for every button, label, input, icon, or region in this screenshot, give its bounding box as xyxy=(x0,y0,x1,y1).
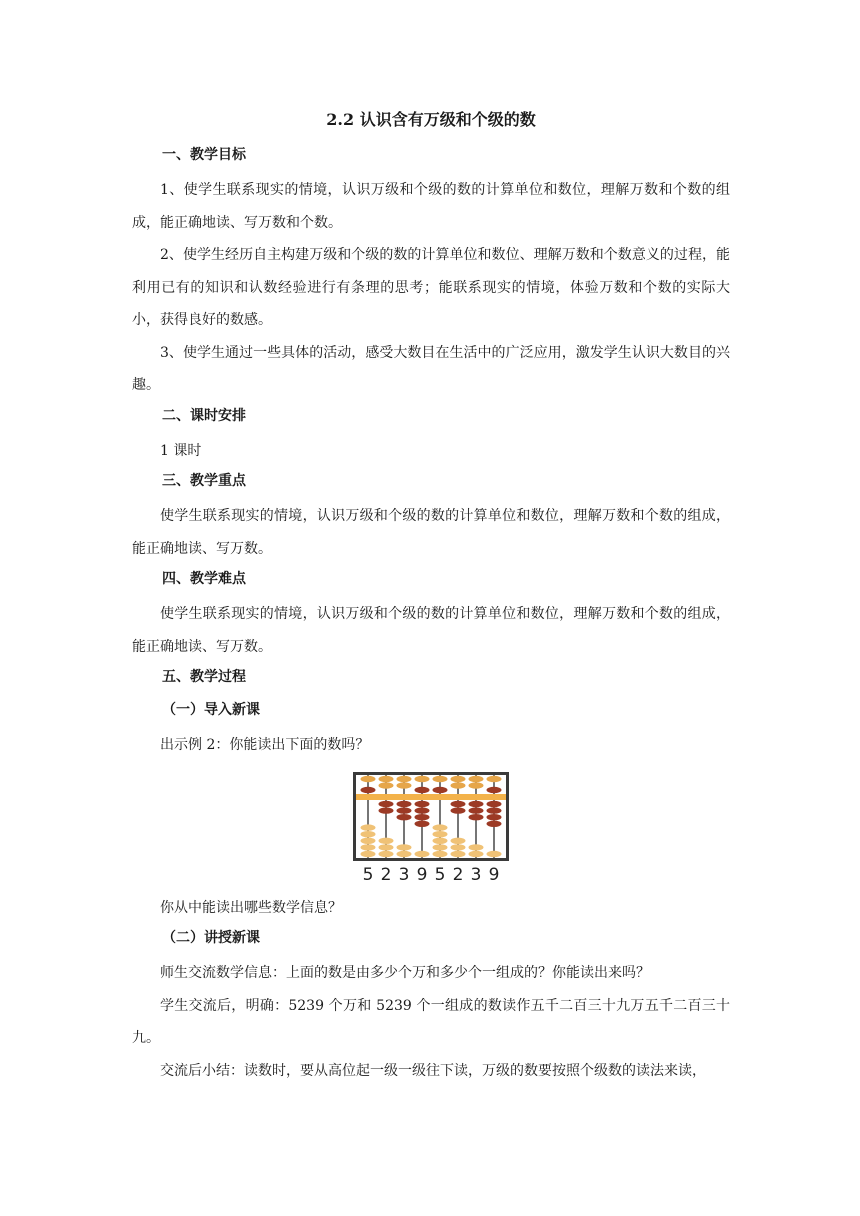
section-heading-schedule: 二、课时安排 xyxy=(162,407,246,424)
abacus-lower-bead xyxy=(451,800,466,806)
abacus-digit-label: 3 xyxy=(470,864,482,884)
abacus-lower-bead xyxy=(469,807,484,813)
abacus-lower-bead xyxy=(379,800,394,806)
abacus-lower-bead xyxy=(487,820,502,826)
abacus-lower-bead xyxy=(469,850,484,856)
abacus-lower-bead xyxy=(361,844,376,850)
paragraph: 出示例 2：你能读出下面的数吗？ xyxy=(160,737,370,753)
subsection-heading-intro: （一）导入新课 xyxy=(162,702,260,718)
abacus-lower-bead xyxy=(451,844,466,850)
abacus-upper-bead xyxy=(469,775,484,781)
abacus-upper-bead xyxy=(397,782,412,788)
abacus-beam xyxy=(356,794,506,800)
paragraph: 3、使学生通过一些具体的活动，感受大数目在生活中的广泛应用，激发学生认识大数目的兴趣。 xyxy=(132,344,730,393)
abacus-lower-bead xyxy=(361,850,376,856)
abacus-lower-bead xyxy=(487,807,502,813)
abacus-lower-bead xyxy=(415,850,430,856)
abacus-lower-bead xyxy=(415,814,430,820)
abacus-lower-bead xyxy=(361,831,376,837)
abacus-figure xyxy=(132,768,730,884)
abacus-lower-bead xyxy=(433,844,448,850)
abacus-upper-bead xyxy=(397,775,412,781)
paragraph: 2、使学生经历自主构建万级和个级的数的计算单位和数位、理解万数和个数意义的过程，能利用已有的知识和认数经验进行有条理的思考；能联系现实的情境，体验万数和个数的实际大小，获得良好的数感。 xyxy=(132,247,730,328)
abacus-digit-label: 9 xyxy=(488,864,500,884)
abacus-lower-bead xyxy=(397,807,412,813)
paragraph: 1 课时 xyxy=(160,442,202,459)
abacus-digit-label: 9 xyxy=(416,864,428,884)
abacus-lower-bead xyxy=(415,820,430,826)
abacus-lower-bead xyxy=(361,824,376,830)
paragraph: 师生交流数学信息：上面的数是由多少个万和多少个一组成的？你能读出来吗？ xyxy=(160,965,650,981)
abacus-lower-bead xyxy=(451,837,466,843)
subsection-heading-new-lesson: （二）讲授新课 xyxy=(162,930,260,946)
abacus-lower-bead xyxy=(415,800,430,806)
abacus-lower-bead xyxy=(469,800,484,806)
doc-title: 2.2 认识含有万级和个级的数 xyxy=(326,110,536,129)
abacus-lower-bead xyxy=(415,807,430,813)
abacus-top-bar xyxy=(353,772,509,775)
abacus-lower-bead xyxy=(361,837,376,843)
abacus-lower-bead xyxy=(433,850,448,856)
abacus-lower-bead xyxy=(433,824,448,830)
abacus-digit-label: 3 xyxy=(398,864,410,884)
abacus-lower-bead xyxy=(487,814,502,820)
abacus-upper-bead xyxy=(487,775,502,781)
abacus-right-post xyxy=(506,772,509,861)
document-page xyxy=(132,108,730,1087)
abacus-lower-bead xyxy=(379,837,394,843)
paragraph: 交流后小结：读数时，要从高位起一级一级往下读，万级的数要按照个级数的读法来读， xyxy=(160,1062,706,1079)
abacus-digit-label: 2 xyxy=(380,864,392,884)
abacus-upper-bead xyxy=(469,782,484,788)
abacus-lower-bead xyxy=(433,831,448,837)
abacus-lower-bead xyxy=(397,814,412,820)
abacus-lower-bead xyxy=(469,814,484,820)
section-heading-difficulties: 四、教学难点 xyxy=(162,571,246,587)
abacus-digit-label: 5 xyxy=(434,864,446,884)
abacus-left-post xyxy=(353,772,356,861)
abacus-lower-bead xyxy=(397,844,412,850)
abacus-digit-label: 5 xyxy=(362,864,374,884)
abacus-lower-bead xyxy=(397,850,412,856)
abacus-lower-bead xyxy=(379,844,394,850)
abacus-lower-bead xyxy=(487,850,502,856)
abacus-upper-bead xyxy=(379,775,394,781)
abacus-lower-bead xyxy=(379,850,394,856)
abacus-upper-bead xyxy=(361,775,376,781)
section-heading-process: 五、教学过程 xyxy=(162,669,246,685)
section-heading-objectives: 一、教学目标 xyxy=(162,147,246,163)
section-heading-key-points: 三、教学重点 xyxy=(162,473,246,489)
abacus-upper-bead xyxy=(487,786,502,792)
abacus-upper-bead xyxy=(415,775,430,781)
abacus-lower-bead xyxy=(469,844,484,850)
abacus-upper-bead xyxy=(451,782,466,788)
abacus-upper-bead xyxy=(415,786,430,792)
paragraph: 1、使学生联系现实的情境，认识万级和个级的数的计算单位和数位，理解万数和个数的组成，能正确地读、写万数和个数。 xyxy=(132,182,730,231)
paragraph: 你从中能读出哪些数学信息？ xyxy=(160,899,342,916)
abacus-bottom-bar xyxy=(353,858,509,861)
abacus-lower-bead xyxy=(487,800,502,806)
abacus-lower-bead xyxy=(397,800,412,806)
abacus-upper-bead xyxy=(451,775,466,781)
abacus-upper-bead xyxy=(433,775,448,781)
abacus-lower-bead xyxy=(451,850,466,856)
paragraph: 使学生联系现实的情境，认识万级和个级的数的计算单位和数位，理解万数和个数的组成，能正确地读、写万数。 xyxy=(132,606,730,655)
abacus-lower-bead xyxy=(451,807,466,813)
abacus-upper-bead xyxy=(361,786,376,792)
abacus-upper-bead xyxy=(433,786,448,792)
abacus-lower-bead xyxy=(379,807,394,813)
paragraph: 使学生联系现实的情境，认识万级和个级的数的计算单位和数位，理解万数和个数的组成，能正确地读、写万数。 xyxy=(132,508,730,557)
abacus-digit-label: 2 xyxy=(452,864,464,884)
abacus-lower-bead xyxy=(433,837,448,843)
paragraph: 学生交流后，明确：5239 个万和 5239 个一组成的数读作五千二百三十九万五千二百三十九。 xyxy=(132,997,730,1046)
abacus-upper-bead xyxy=(379,782,394,788)
abacus-image xyxy=(351,768,511,884)
